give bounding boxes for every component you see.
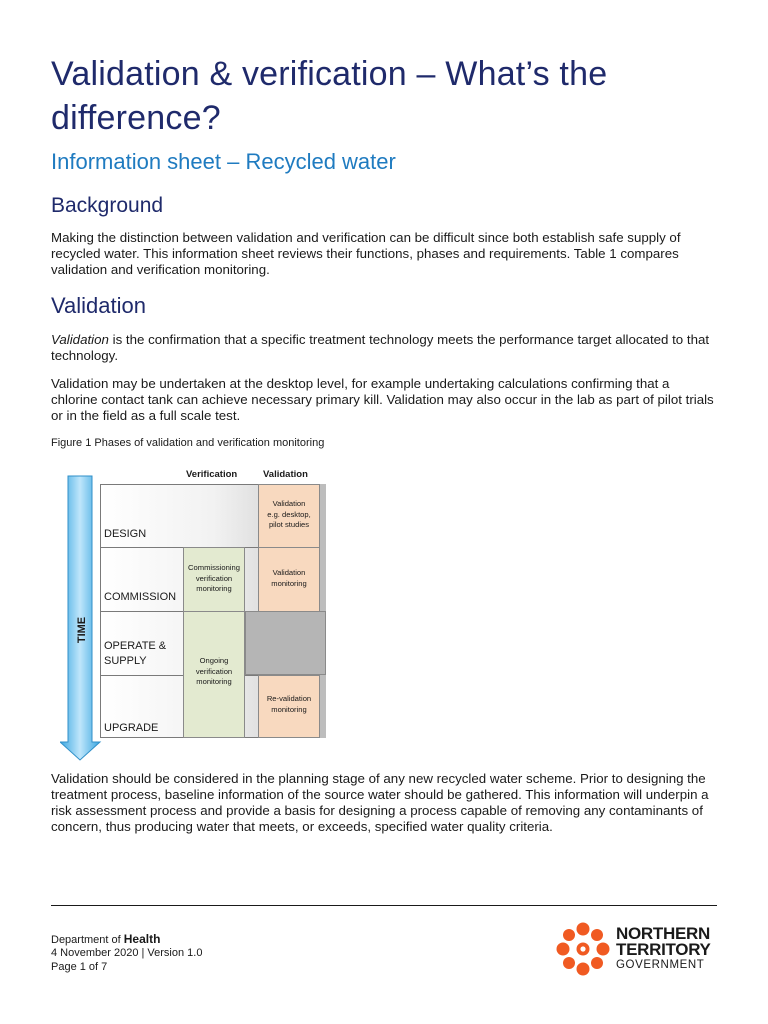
phases-diagram [60, 466, 340, 766]
page-subtitle: Information sheet – Recycled water [51, 149, 396, 174]
validation-definition-text: is the confirmation that a specific treatment technology meets the performance target allocated to that technology. [51, 332, 710, 363]
footer-department-prefix: Department of [51, 934, 124, 946]
column-header-validation: Validation [263, 469, 308, 480]
row-label-design: DESIGN [104, 528, 147, 540]
logo-line-northern: NORTHERN [616, 924, 710, 943]
cell-text: Ongoing [199, 656, 229, 665]
cell-operate-no-validation [245, 611, 326, 675]
cell-text: Validation [272, 568, 306, 577]
cell-revalidation-monitoring [258, 675, 320, 738]
cell-text: verification [195, 573, 233, 583]
logo-line-territory: TERRITORY [616, 940, 711, 959]
cell-text: monitoring [196, 584, 232, 593]
cell-commissioning-verification [183, 547, 245, 612]
footer-department-name: Health [123, 932, 161, 946]
row-label-commission: COMMISSION [104, 591, 177, 603]
page-title: Validation & verification – What’s the difference? [51, 55, 608, 137]
validation-definition-paragraph [51, 332, 717, 364]
validation-planning-paragraph: Validation should be considered in the planning stage of any new recycled water scheme. Prior to designing the treatment process, baseline information of the source water should be gathered. This information will underpin a risk assessment process and provide a basis for designing a process capable of removing any contaminants of concern, thus producing water that meets, or exceeds, specified water quality criteria. [51, 771, 709, 834]
row-label-upgrade: UPGRADE [104, 722, 159, 734]
footer-date-version: 4 November 2020 | Version 1.0 [51, 947, 203, 959]
logo-wordmark [616, 926, 711, 972]
cell-text: monitoring [196, 677, 232, 686]
section-heading-validation: Validation [51, 293, 146, 318]
validation-methods-paragraph: Validation may be undertaken at the desktop level, for example undertaking calculations confirming that a chlorine contact tank can achieve necessary primary kill. Validation may also occur in the lab as part of pilot trials or in the field as a full scale test. [51, 376, 714, 423]
figure-caption: Figure 1 Phases of validation and verification monitoring [51, 437, 325, 449]
cell-text: monitoring [271, 578, 307, 588]
logo-line-government: GOVERNMENT [616, 959, 705, 971]
cell-text: monitoring [271, 704, 307, 714]
cell-validation-design [258, 484, 320, 548]
footer-page-number: Page 1 of 7 [51, 961, 108, 973]
column-header-verification: Verification [186, 469, 238, 480]
cell-text: verification [195, 666, 233, 676]
validation-term: Validation [51, 332, 109, 347]
cell-text: pilot studies [268, 520, 310, 529]
cell-validation-monitoring [258, 547, 320, 612]
time-label: TIME [76, 616, 88, 644]
background-paragraph: Making the distinction between validation and verification can be difficult since both establish safe supply of recycled water. This information sheet reviews their functions, phases and requirements. Table 1 compares validation and verification monitoring. [51, 230, 681, 277]
cell-text: Validation [272, 499, 306, 508]
desert-rose-icon [554, 920, 612, 978]
cell-text: Commissioning [188, 563, 240, 572]
footer-department [51, 932, 160, 947]
nt-government-logo [554, 920, 718, 978]
cell-ongoing-verification [183, 611, 245, 738]
cell-text: e.g. desktop, [267, 509, 311, 519]
footer-divider [51, 905, 717, 906]
section-heading-background: Background [51, 194, 164, 217]
cell-text: Re-validation [266, 694, 312, 703]
row-label-operate-supply: OPERATE & SUPPLY [104, 640, 167, 667]
